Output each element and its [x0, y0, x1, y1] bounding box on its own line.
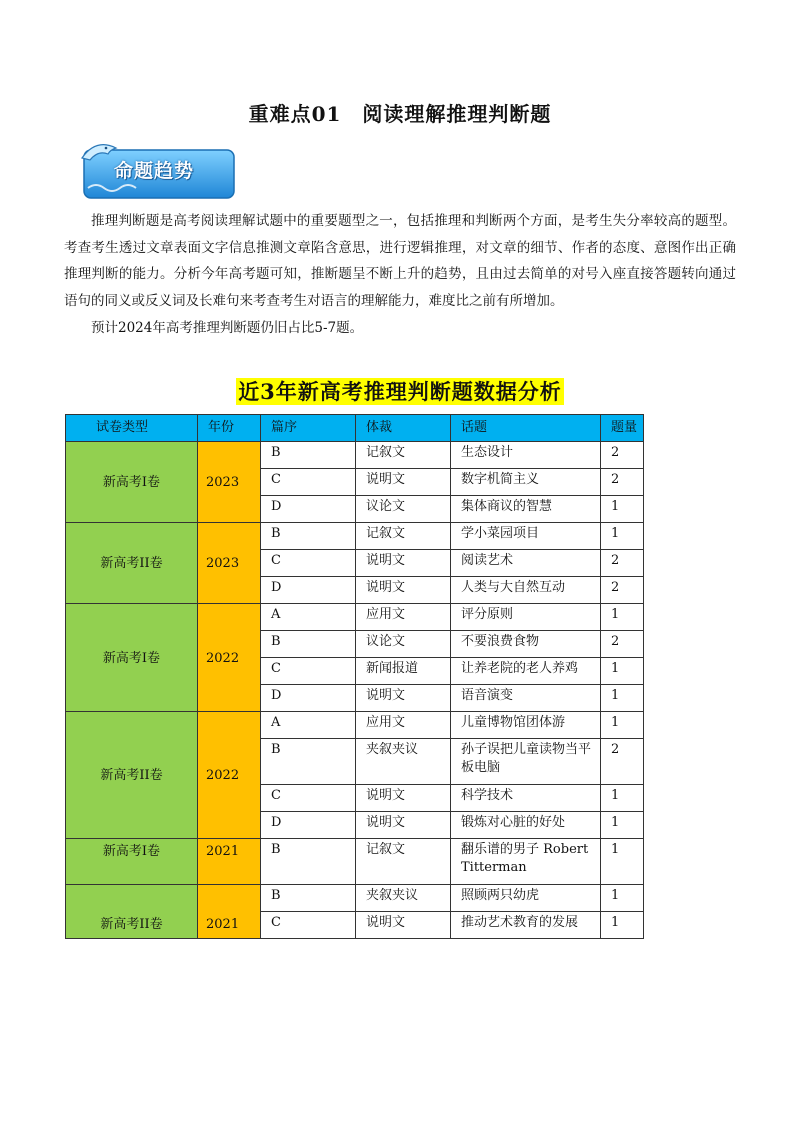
genre-cell: 说明文 — [356, 685, 451, 712]
topic-cell: 学小菜园项目 — [451, 523, 601, 550]
header-paper-type: 试卷类型 — [66, 415, 198, 442]
sequence-cell: B — [261, 442, 356, 469]
paper-type-cell: 新高考I卷 — [66, 442, 198, 523]
forecast-paragraph: 预计2024年高考推理判断题仍旧占比5-7题。 — [91, 320, 364, 336]
genre-cell: 议论文 — [356, 496, 451, 523]
year-cell: 2021 — [198, 839, 261, 885]
paper-type-cell: 新高考II卷 — [66, 885, 198, 939]
sequence-cell: C — [261, 550, 356, 577]
count-cell: 1 — [601, 812, 644, 839]
topic-cell: 儿童博物馆团体游 — [451, 712, 601, 739]
table-row — [66, 712, 644, 739]
topic-cell: 让养老院的老人养鸡 — [451, 658, 601, 685]
paper-type-cell: 新高考II卷 — [66, 712, 198, 839]
year-cell: 2022 — [198, 604, 261, 712]
header-genre: 体裁 — [356, 415, 451, 442]
count-cell: 1 — [601, 785, 644, 812]
sequence-cell: C — [261, 785, 356, 812]
count-cell: 2 — [601, 550, 644, 577]
sequence-cell: B — [261, 631, 356, 658]
count-cell: 2 — [601, 442, 644, 469]
table-title — [0, 376, 800, 406]
topic-cell: 翻乐谱的男子 Robert Titterman — [451, 839, 601, 885]
sequence-cell: B — [261, 839, 356, 885]
table-row — [66, 885, 644, 912]
genre-cell: 议论文 — [356, 631, 451, 658]
sequence-cell: C — [261, 658, 356, 685]
table-row — [66, 839, 644, 885]
table-row — [66, 604, 644, 631]
genre-cell: 记叙文 — [356, 839, 451, 885]
topic-cell: 评分原则 — [451, 604, 601, 631]
topic-cell: 人类与大自然互动 — [451, 577, 601, 604]
count-cell: 2 — [601, 739, 644, 785]
table-header-row — [66, 415, 644, 442]
topic-cell: 不要浪费食物 — [451, 631, 601, 658]
paper-type-cell: 新高考I卷 — [66, 604, 198, 712]
topic-cell: 照顾两只幼虎 — [451, 885, 601, 912]
count-cell: 1 — [601, 523, 644, 550]
topic-cell: 锻炼对心脏的好处 — [451, 812, 601, 839]
sequence-cell: B — [261, 885, 356, 912]
genre-cell: 说明文 — [356, 469, 451, 496]
paper-type-cell: 新高考I卷 — [66, 839, 198, 885]
genre-cell: 记叙文 — [356, 523, 451, 550]
sequence-cell: D — [261, 496, 356, 523]
genre-cell: 说明文 — [356, 812, 451, 839]
topic-cell: 科学技术 — [451, 785, 601, 812]
table-row — [66, 442, 644, 469]
count-cell: 2 — [601, 577, 644, 604]
sequence-cell: A — [261, 604, 356, 631]
genre-cell: 说明文 — [356, 550, 451, 577]
sequence-cell: D — [261, 577, 356, 604]
banner-label: 命题趋势 — [114, 160, 195, 182]
sequence-cell: C — [261, 469, 356, 496]
page-title: 重难点01 阅读理解推理判断题 — [248, 102, 552, 126]
header-sequence: 篇序 — [261, 415, 356, 442]
analysis-table — [65, 414, 644, 939]
count-cell: 1 — [601, 496, 644, 523]
header-count: 题量 — [601, 415, 644, 442]
genre-cell: 记叙文 — [356, 442, 451, 469]
count-cell: 2 — [601, 469, 644, 496]
genre-cell: 说明文 — [356, 785, 451, 812]
year-cell: 2023 — [198, 523, 261, 604]
genre-cell: 新闻报道 — [356, 658, 451, 685]
genre-cell: 说明文 — [356, 577, 451, 604]
topic-cell: 孙子误把儿童读物当平板电脑 — [451, 739, 601, 785]
genre-cell: 夹叙夹议 — [356, 739, 451, 785]
genre-cell: 应用文 — [356, 604, 451, 631]
table-row — [66, 523, 644, 550]
sequence-cell: B — [261, 523, 356, 550]
count-cell: 1 — [601, 685, 644, 712]
header-year: 年份 — [198, 415, 261, 442]
year-cell: 2022 — [198, 712, 261, 839]
year-cell: 2021 — [198, 885, 261, 939]
topic-cell: 阅读艺术 — [451, 550, 601, 577]
genre-cell: 夹叙夹议 — [356, 885, 451, 912]
count-cell: 1 — [601, 839, 644, 885]
sequence-cell: A — [261, 712, 356, 739]
sequence-cell: D — [261, 812, 356, 839]
trend-banner — [78, 138, 236, 200]
topic-cell: 数字机简主义 — [451, 469, 601, 496]
genre-cell: 说明文 — [356, 912, 451, 939]
topic-cell: 生态设计 — [451, 442, 601, 469]
count-cell: 1 — [601, 912, 644, 939]
sequence-cell: C — [261, 912, 356, 939]
topic-cell: 集体商议的智慧 — [451, 496, 601, 523]
count-cell: 1 — [601, 604, 644, 631]
sequence-cell: B — [261, 739, 356, 785]
count-cell: 1 — [601, 712, 644, 739]
count-cell: 1 — [601, 885, 644, 912]
header-topic: 话题 — [451, 415, 601, 442]
intro-paragraph: 推理判断题是高考阅读理解试题中的重要题型之一，包括推理和判断两个方面，是考生失分率较高的题型。考查考生透过文章表面文字信息推测文章陷含意思，进行逻辑推理，对文章的细节、作者的态度、意图作出正确推理判断的能力。分析今年高考题可知，推断题呈不断上升的趋势，且由过去简单的对号入座直接答题转向通过语句的同义或反义词及长难句来考查考生对语言的理解能力，难度比之前有所增加。 — [64, 213, 736, 309]
paper-type-cell: 新高考II卷 — [66, 523, 198, 604]
sequence-cell: D — [261, 685, 356, 712]
genre-cell: 应用文 — [356, 712, 451, 739]
table-title-text: 近3年新高考推理判断题数据分析 — [238, 379, 562, 404]
count-cell: 1 — [601, 658, 644, 685]
year-cell: 2023 — [198, 442, 261, 523]
topic-cell: 语音演变 — [451, 685, 601, 712]
count-cell: 2 — [601, 631, 644, 658]
topic-cell: 推动艺术教育的发展 — [451, 912, 601, 939]
